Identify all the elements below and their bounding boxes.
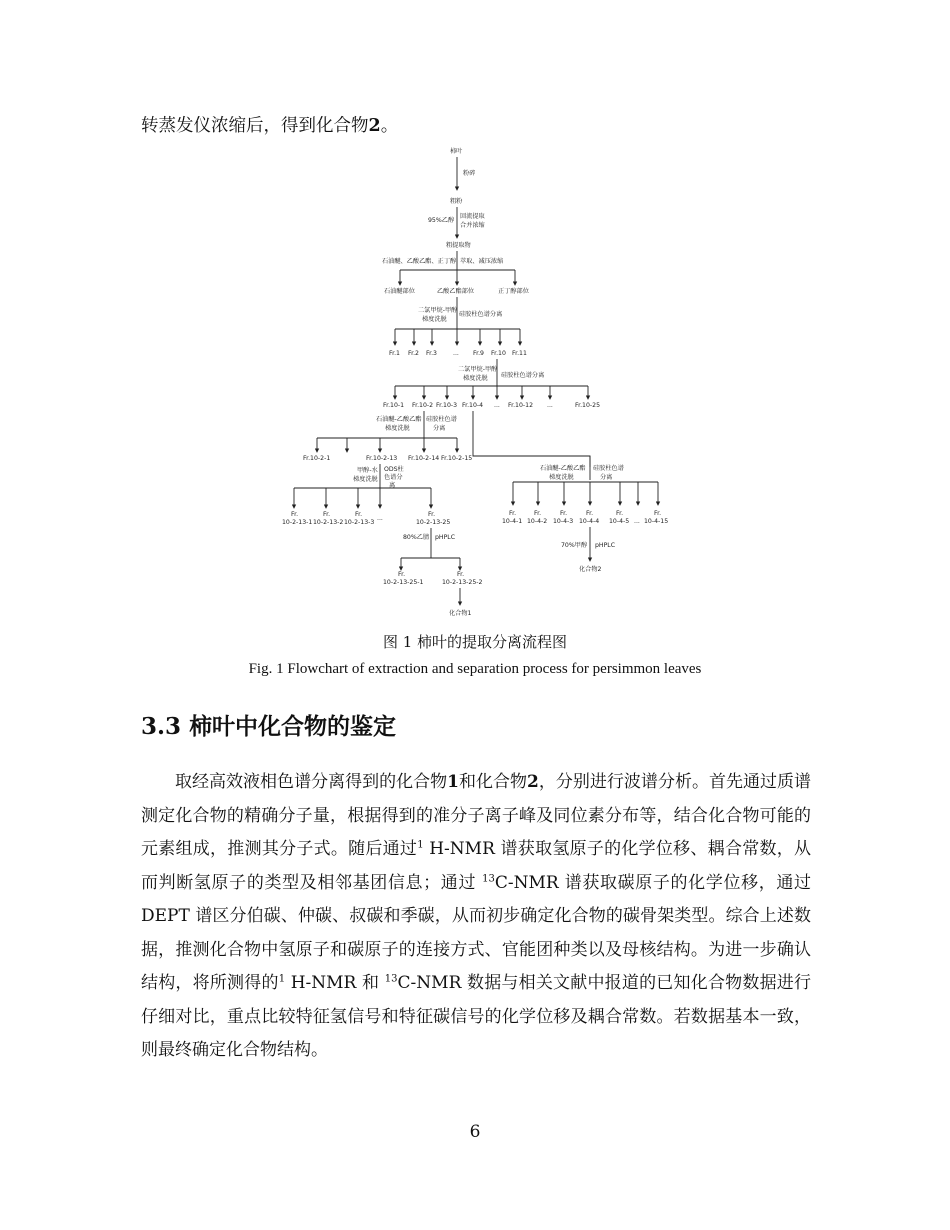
figure-caption-cn: 图 1 柿叶的提取分离流程图 bbox=[382, 633, 568, 651]
node-dots2: ... bbox=[494, 402, 500, 409]
top-line-compound-number: 2 bbox=[368, 116, 381, 136]
para-part: C-NMR 谱获取碳原子的化学位移，通过 DEPT 谱区分伯碳、仲碳、叔碳和季碳，从而初步确定化合物的碳骨架类型。综合上述数据，推测化合物中氢原子和碳原子的连接方式、官能团种类以及母核结构。为进一步确认结构，将所测得的 bbox=[141, 872, 811, 993]
node-bu-part: 正丁醇部位 bbox=[498, 288, 529, 295]
superscript: 1 bbox=[278, 973, 286, 985]
node-fr-h: Fr. bbox=[534, 510, 542, 517]
node-fr-i: Fr. bbox=[560, 510, 568, 517]
node-fr10: Fr.10 bbox=[491, 350, 506, 357]
label-meoh70: 70%甲醇 bbox=[561, 542, 588, 549]
para-part: H-NMR 谱获取氢原子的化学位移、耦合常数，从而判断氢原子的类型及相邻基团信息；通过 bbox=[141, 839, 811, 893]
label-eth80: 80%乙腈 bbox=[403, 534, 430, 541]
node-10-4-15: 10-4-15 bbox=[644, 518, 669, 525]
node-fr11: Fr.11 bbox=[512, 350, 527, 357]
label-silica-5a: 硅胶柱色谱 bbox=[593, 465, 624, 472]
node-10-2-13-25-1: 10-2-13-25-1 bbox=[383, 579, 424, 586]
node-fr-j: Fr. bbox=[586, 510, 594, 517]
node-crude-extract: 粗提取物 bbox=[446, 242, 471, 249]
node-dots3: ... bbox=[547, 402, 553, 409]
node-10-4-5: 10-4-5 bbox=[609, 518, 630, 525]
node-persimmon-leaf: 柿叶 bbox=[450, 148, 463, 155]
node-10-4-1: 10-4-1 bbox=[502, 518, 523, 525]
node-fr2: Fr.2 bbox=[408, 350, 419, 357]
node-coarse-powder: 粗粉 bbox=[450, 198, 463, 205]
node-dots4: ... bbox=[377, 515, 383, 522]
node-fr10-2-15: Fr.10-2-15 bbox=[441, 455, 473, 462]
node-fr-a: Fr. bbox=[291, 511, 299, 518]
node-dots1: ... bbox=[453, 350, 459, 357]
node-10-2-13-25: 10-2-13-25 bbox=[416, 519, 451, 526]
node-fr-b: Fr. bbox=[323, 511, 331, 518]
label-meoh-water: 甲醇-水 bbox=[357, 467, 378, 474]
label-extract-conc: 萃取、减压浓缩 bbox=[460, 258, 504, 265]
label-phplc-2: pHPLC bbox=[595, 542, 616, 549]
label-ethanol95: 95%乙醇 bbox=[428, 217, 455, 224]
page-number: 6 bbox=[469, 1122, 481, 1142]
node-fr10-2: Fr.10-2 bbox=[412, 402, 434, 409]
para-part: 和化合物 bbox=[458, 772, 528, 792]
node-fr1: Fr.1 bbox=[389, 350, 400, 357]
node-compound1: 化合物1 bbox=[449, 610, 472, 617]
label-dcm-meoh-1: 二氯甲烷-甲醇 bbox=[418, 307, 458, 314]
superscript: 13 bbox=[482, 872, 495, 884]
label-silica-3a: 硅胶柱色谱 bbox=[426, 416, 457, 423]
node-10-2-13-1: 10-2-13-1 bbox=[282, 519, 313, 526]
label-gradient-5: 梯度洗脱 bbox=[549, 474, 574, 481]
node-fr10-2-1: Fr.10-2-1 bbox=[303, 455, 331, 462]
label-gradient-1: 梯度洗脱 bbox=[422, 316, 447, 323]
para-part: ，分别进行波谱分析。首先通过质谱测定化合物的精确分子量，根据得到的准分子离子峰及同位素分布等，结合化合物可能的元素组成，推测其分子式。随后通过 bbox=[141, 772, 812, 859]
label-ods-b: 色谱分 bbox=[384, 474, 403, 481]
label-ods-c: 离 bbox=[389, 482, 396, 489]
superscript: 13 bbox=[384, 973, 398, 985]
node-fr-g: Fr. bbox=[509, 510, 517, 517]
para-part: 取经高效液相色谱分离得到的化合物 bbox=[175, 772, 448, 792]
node-fr-e: Fr. bbox=[398, 571, 406, 578]
label-solvents: 石油醚、乙酸乙酯、正丁醇 bbox=[382, 258, 457, 265]
label-gradient-3: 梯度洗脱 bbox=[385, 425, 410, 432]
label-pe-ea-1: 石油醚-乙酸乙酯 bbox=[376, 416, 422, 423]
connector-line bbox=[473, 411, 590, 467]
section-title: 3.3 柿叶中化合物的鉴定 bbox=[141, 713, 397, 740]
para-part: H-NMR 和 bbox=[285, 973, 385, 993]
label-silica-2: 硅胶柱色谱分离 bbox=[501, 372, 545, 379]
node-10-2-13-3: 10-2-13-3 bbox=[344, 519, 375, 526]
label-crush: 粉碎 bbox=[463, 170, 476, 177]
top-line-text: 转蒸发仪浓缩后，得到化合物 bbox=[141, 116, 369, 136]
compound-number: 2 bbox=[527, 772, 539, 792]
label-silica-3b: 分离 bbox=[433, 425, 446, 432]
para-part: C-NMR 数据与相关文献中报道的已知化合物数据进行仔细对比，重点比较特征氢信号和特征碳信号的化学位移及耦合常数。若数据基本一致，则最终确定化合物结构。 bbox=[141, 973, 811, 1060]
node-fr10-1: Fr.10-1 bbox=[383, 402, 405, 409]
body-paragraph bbox=[141, 766, 811, 1068]
node-10-4-4: 10-4-4 bbox=[579, 518, 600, 525]
label-silica-5b: 分离 bbox=[600, 474, 613, 481]
label-phplc-1: pHPLC bbox=[435, 534, 456, 541]
label-ods-a: ODS柱 bbox=[384, 466, 404, 473]
node-fr-d: Fr. bbox=[428, 511, 436, 518]
node-10-4-3: 10-4-3 bbox=[553, 518, 574, 525]
figure-caption-en: Fig. 1 Flowchart of extraction and separation process for persimmon leaves bbox=[248, 661, 702, 677]
node-ea-part: 乙酸乙酯部位 bbox=[437, 288, 475, 295]
node-fr10-3: Fr.10-3 bbox=[436, 402, 458, 409]
node-10-2-13-25-2: 10-2-13-25-2 bbox=[442, 579, 483, 586]
superscript: 1 bbox=[417, 839, 424, 851]
node-fr10-2-14: Fr.10-2-14 bbox=[408, 455, 440, 462]
compound-number: 1 bbox=[447, 772, 459, 792]
label-gradient-2: 梯度洗脱 bbox=[463, 375, 488, 382]
label-reflux: 回流提取 bbox=[460, 213, 485, 220]
label-dcm-meoh-2: 二氯甲烷-甲醇 bbox=[458, 366, 498, 373]
label-pe-ea-2: 石油醚-乙酸乙酯 bbox=[540, 465, 586, 472]
label-silica-1: 硅胶柱色谱分离 bbox=[459, 311, 503, 318]
node-fr-c: Fr. bbox=[355, 511, 363, 518]
node-pe-part: 石油醚部位 bbox=[384, 288, 415, 295]
top-text-line bbox=[141, 112, 398, 137]
node-fr10-2-13: Fr.10-2-13 bbox=[366, 455, 398, 462]
node-10-2-13-2: 10-2-13-2 bbox=[313, 519, 344, 526]
node-fr10-25: Fr.10-25 bbox=[575, 402, 601, 409]
extraction-flowchart bbox=[270, 145, 680, 620]
node-fr3: Fr.3 bbox=[426, 350, 437, 357]
node-10-4-2: 10-4-2 bbox=[527, 518, 548, 525]
node-fr-l: Fr. bbox=[654, 510, 662, 517]
node-dots5: ... bbox=[634, 518, 640, 525]
label-gradient-4: 梯度洗脱 bbox=[353, 476, 378, 483]
label-combine: 合并浓缩 bbox=[460, 222, 485, 229]
node-fr10-12: Fr.10-12 bbox=[508, 402, 534, 409]
node-fr-f: Fr. bbox=[457, 571, 465, 578]
node-fr10-4: Fr.10-4 bbox=[462, 402, 484, 409]
node-fr9: Fr.9 bbox=[473, 350, 484, 357]
node-fr-k: Fr. bbox=[616, 510, 624, 517]
node-compound2: 化合物2 bbox=[579, 566, 602, 573]
top-line-end: 。 bbox=[380, 116, 399, 136]
